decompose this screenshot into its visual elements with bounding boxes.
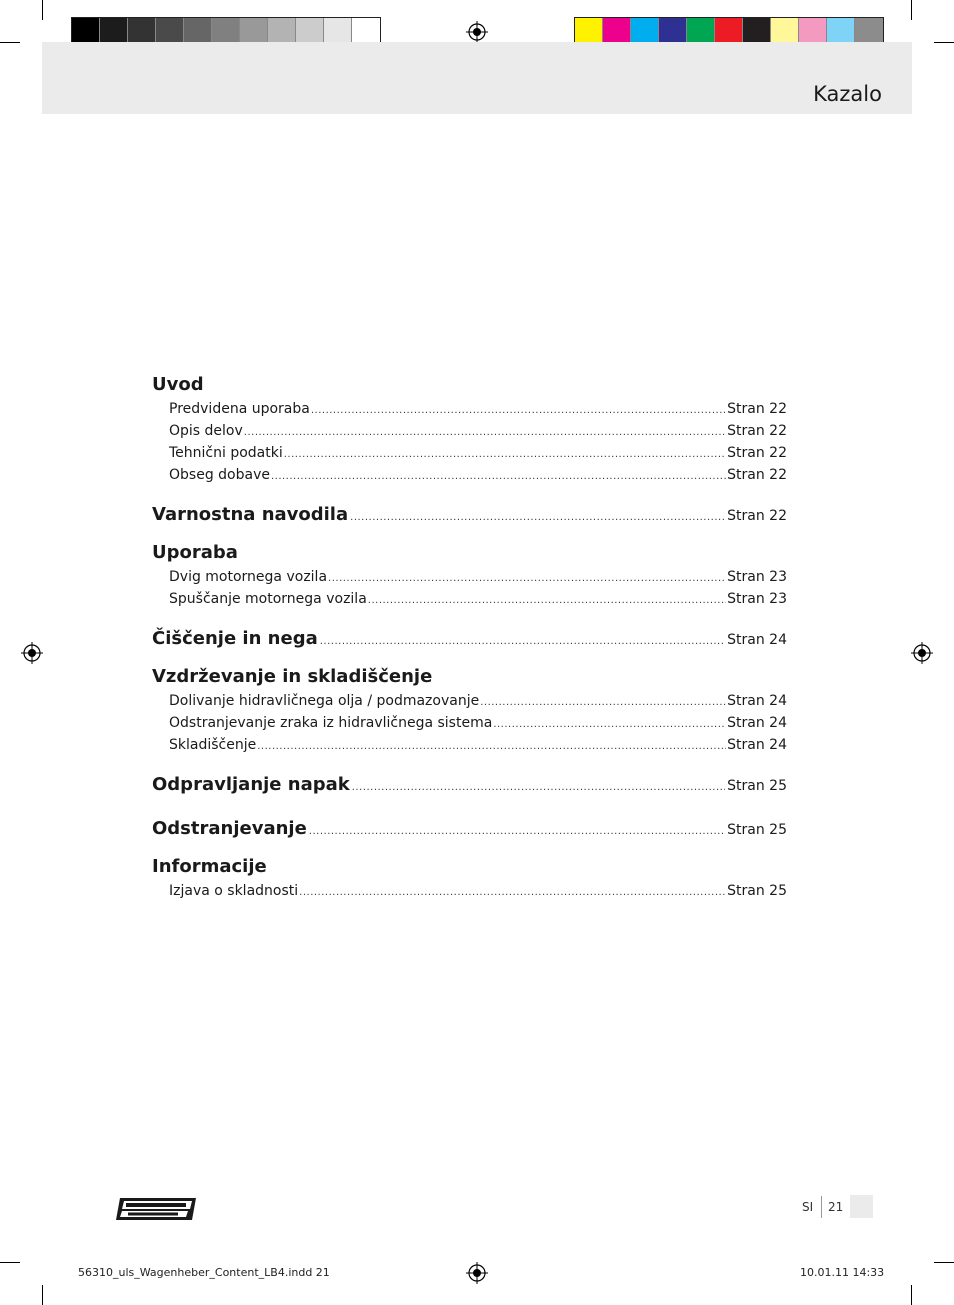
toc-entry-page: Stran 24 [727,693,787,709]
leader-dots [480,692,726,714]
toc-section-title: Uvod [152,374,204,395]
registration-mark-icon [466,1262,488,1284]
slug-date: 10.01.11 14:33 [800,1266,885,1279]
toc-section-odstranjevanje[interactable] [152,814,787,844]
crop-mark [42,1285,43,1305]
color-swatch [156,18,184,44]
toc-entry-page: Stran 23 [727,591,787,607]
color-swatch [715,18,743,44]
color-swatch [212,18,240,44]
color-swatch [827,18,855,44]
color-swatch [631,18,659,44]
toc-entry-label: Tehnični podatki [169,445,283,461]
toc-entry-page: Stran 24 [727,715,787,731]
toc-section-title: Odstranjevanje [152,818,307,839]
leader-dots [271,466,726,488]
page-title: Kazalo [813,82,882,106]
toc-entry-page: Stran 22 [727,423,787,439]
toc-entry-page: Stran 25 [727,822,787,838]
toc-entry-page: Stran 25 [727,778,787,794]
toc-entry-page: Stran 22 [727,467,787,483]
page-number: 21 [828,1200,844,1214]
toc-entry-label: Opis delov [169,423,243,439]
process-color-bar [574,17,884,45]
toc-entry[interactable] [152,442,787,464]
registration-mark-icon [21,642,43,664]
color-swatch [324,18,352,44]
toc-entry[interactable] [152,398,787,420]
crop-mark [934,1262,954,1263]
toc-section-title: Informacije [152,856,267,877]
crop-mark [934,42,954,43]
color-swatch [659,18,687,44]
toc-entry-page: Stran 22 [727,445,787,461]
toc-entry-label: Odstranjevanje zraka iz hidravličnega sistema [169,715,493,731]
color-swatch [687,18,715,44]
slug-filename: 56310_uls_Wagenheber_Content_LB4.indd 21 [78,1266,330,1279]
color-swatch [799,18,827,44]
toc-entry-label: Izjava o skladnosti [169,883,299,899]
toc-entry-page: Stran 22 [727,508,787,524]
leader-dots [284,444,726,466]
ultimate-speed-logo [116,1196,198,1222]
table-of-contents [152,372,787,902]
color-swatch [72,18,100,44]
toc-entry[interactable] [152,880,787,902]
toc-section-informacije [152,854,787,902]
toc-entry-page: Stran 22 [727,401,787,417]
leader-dots [311,400,726,422]
leader-dots [328,568,726,590]
page-tab [850,1195,873,1218]
color-swatch [268,18,296,44]
leader-dots [352,773,725,803]
leader-dots [309,817,725,847]
toc-section-vzdrzevanje [152,664,787,756]
color-swatch [603,18,631,44]
leader-dots [320,627,725,657]
toc-entry[interactable] [152,588,787,610]
crop-mark [0,1262,20,1263]
toc-entry-page: Stran 24 [727,632,787,648]
leader-dots [257,736,726,758]
leader-dots [244,422,726,444]
toc-entry-label: Dolivanje hidravličnega olja / podmazovanje [169,693,480,709]
toc-entry-page: Stran 23 [727,569,787,585]
color-swatch [743,18,771,44]
gray-color-bar [71,17,381,45]
color-swatch [296,18,324,44]
toc-entry[interactable] [152,712,787,734]
color-swatch [352,18,380,44]
leader-dots [493,714,726,736]
color-swatch [100,18,128,44]
leader-dots [368,590,726,612]
crop-mark [911,0,912,20]
toc-entry[interactable] [152,734,787,756]
toc-section-odpravljanje[interactable] [152,770,787,800]
toc-entry-label: Skladiščenje [169,737,257,753]
toc-entry-label: Predvidena uporaba [169,401,310,417]
color-swatch [575,18,603,44]
toc-section-varnostna[interactable] [152,500,787,530]
toc-section-title: Varnostna navodila [152,504,349,525]
leader-dots [299,882,726,904]
toc-entry-label: Spuščanje motornega vozila [169,591,367,607]
toc-section-title: Čiščenje in nega [152,628,318,649]
registration-mark-icon [466,21,488,43]
toc-entry-label: Obseg dobave [169,467,270,483]
toc-section-title: Uporaba [152,542,238,563]
toc-entry-page: Stran 24 [727,737,787,753]
toc-entry-label: Dvig motornega vozila [169,569,328,585]
toc-entry-page: Stran 25 [727,883,787,899]
leader-dots [350,503,725,533]
toc-entry[interactable] [152,420,787,442]
crop-mark [911,1285,912,1305]
toc-section-title: Vzdrževanje in skladiščenje [152,666,433,687]
toc-section-uporaba [152,540,787,610]
language-code: SI [802,1200,814,1214]
toc-entry[interactable] [152,690,787,712]
toc-section-ciscenje[interactable] [152,624,787,654]
crop-mark [0,42,20,43]
color-swatch [855,18,883,44]
color-swatch [128,18,156,44]
registration-mark-icon [911,642,933,664]
toc-section-uvod [152,372,787,486]
toc-section-title: Odpravljanje napak [152,774,350,795]
color-swatch [240,18,268,44]
toc-entry[interactable] [152,464,787,486]
crop-mark [42,0,43,20]
toc-entry[interactable] [152,566,787,588]
color-swatch [184,18,212,44]
color-swatch [771,18,799,44]
divider [821,1196,822,1218]
header-band [42,42,912,114]
